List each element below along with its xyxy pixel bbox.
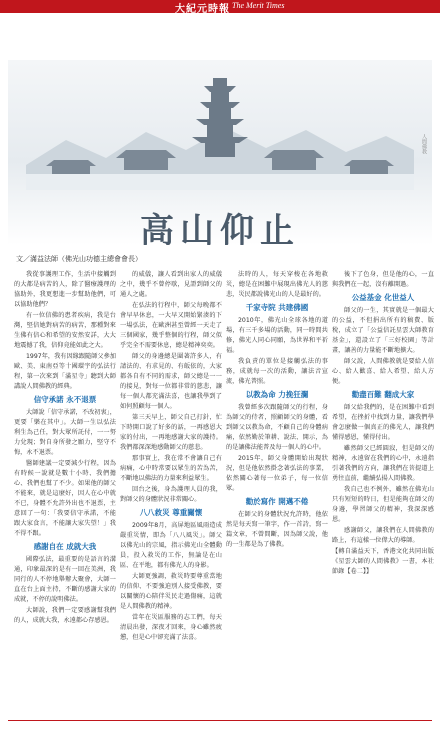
masthead-english-title: The Merit Times <box>232 1 285 10</box>
paragraph: 在師父的身體狀況允許時，他依然是每天寫一筆字，作一首詩，寫一篇文章，不曾間斷，因為師父說，他的一生都是為了佛教。 <box>226 511 328 548</box>
paragraph: 師父的一生，其實就是一個最大的公益，不但捐出所有的稿費、版稅，成立了「公益信託星雲大師教育基金」，還設立了「三好校園」等計畫，讓善的力量能不斷地擴大。 <box>332 307 434 354</box>
paragraph: 有一位信佛的患者疾病，我是台灣，堅信她對病苦的病苦，那種對來生佛有信心和希望的安然安詳，大大地震撼了我，信仰竟能如此之大。 <box>14 312 116 349</box>
source-note: 【轉自滿益天下，香港文化共同出版《星雲大師的人間佛教》一書，本社節錄【卷二】】 <box>332 548 434 575</box>
paragraph: 我自己也不例外，雖然在佛光山只有短短的時日，但是能夠在師父的身邊，學習師父的精神，我深深感恩。 <box>332 486 434 523</box>
paragraph: 1997年，我有因緣跟隨師父參加歐、美、東南亞等十國環宇的弘法行程，第一次來到「滿星寺」聽到大師講說人間佛教的經典。 <box>14 353 116 390</box>
paragraph: 師父給我們的，是在困難中看到希望，在挫折中找到力量，讓我們學會怎麼做一個真正的佛光人，讓我們懂得感恩，懂得付出。 <box>332 404 434 441</box>
paragraph: 回台之後，身為護理人員的我，對師父的身體狀況非常關心。 <box>120 486 222 503</box>
paragraph: 後下了色身，但是他的心，一直與我們在一起，沒有離開過。 <box>332 271 434 288</box>
subheading: 公益基金 化世益人 <box>351 293 415 302</box>
paragraph: 當年在災區服務的志工們，每天清晨出發，深夜才回來，身心雖然疲憊，但是心中卻充滿了法喜。 <box>120 614 222 641</box>
paragraph: 我負責的單位是接觸弘法的事務，成就每一次的活動，讓法音宣流，佛光普照。 <box>226 358 328 385</box>
photo-caption: 人間佛教 <box>421 134 427 154</box>
paragraph: 大師說「信守承諾，不改初衷」，更要「樂在其中」。大師一生以弘法利生為己任，對大眾所託付，一一努力兌現；對自身所發之願力，堅守不悔，永不退票。 <box>14 409 116 456</box>
paragraph: 第三天早上，師父自己打針，忙下時開口說了好多的話，一再感恩大家的付出，一再地感謝大家的護持。我們都深深地感動師父的慈悲。 <box>120 414 222 451</box>
paragraph: 國際弘法，最重要的是語言的溝通，印象最深的是有一回在美洲，我同行的人不停地舉辦大聚會，大師一直在台上面主持，不斷的感謝大家的成就，不停的說明佛法。 <box>14 556 116 603</box>
subheading: 勸盡百難 翻成大家 <box>351 390 415 399</box>
article-column-4 <box>332 270 434 578</box>
paragraph: 2015年，師父身體開始出現狀況，但是他依然掛念著弘法的事業，依然關心著每一位弟子，每一位信眾。 <box>226 455 328 492</box>
page-header <box>0 36 440 58</box>
paragraph: 我從事護理工作，生活中接觸到的大都是病苦的人，除了醫療護理的協助外，我更想進一步幫助他們，可以協助他們？ <box>14 271 116 308</box>
subheading: 感謝自在 成就大我 <box>33 542 97 551</box>
paragraph: 那事實上，我在常不會讓自己有病痛，心中時常要以眾生的苦為苦，不斷地以佛法的力量來利益眾生。 <box>120 455 222 482</box>
subheading: 勸於寫作 開邁不倦 <box>245 497 309 506</box>
masthead <box>0 0 440 16</box>
paragraph: 大師更強調，救災時要尊重當地的信仰、不要強迫別人接受佛教，要以關懷的心陪伴災民走過傷痛，這就是人間佛教的精神。 <box>120 573 222 610</box>
subheading: 千家寺院 共建佛國 <box>245 303 309 312</box>
pagoda-silhouette <box>26 70 414 190</box>
masthead-logo: 大紀元時報 <box>175 4 230 15</box>
paragraph: 的威儀，讓人看到出家人的威儀之中，幾乎不曾停歇，見證到師父的通人之處。 <box>120 271 222 298</box>
bottom-rule <box>8 720 432 721</box>
subheading: 以教為命 力挽狂瀾 <box>245 390 309 399</box>
headline: 高山仰止 <box>140 211 300 245</box>
paragraph: 雖然師父已經圓寂，但是師父的精神，永遠留在我們的心中，永遠指引著我們的方向，讓我們在菩提道上勇往直前，繼續弘揚人間佛教。 <box>332 445 434 482</box>
subheading: 八八救災 尊重關懷 <box>139 508 203 517</box>
paragraph: 師父的身邊總是圍著許多人，有請法的、有求見的、有皈依的，大家都各自有不同的需求，師父總是一一的接見，對每一位都非常的慈悲，讓每一個人都充滿法喜，也讓我學到了如何照顧每一個人。 <box>120 353 222 410</box>
paragraph: 師父說，人間佛教就是要給人信心、給人歡喜、給人希望、給人方便。 <box>332 358 434 385</box>
article-column-1 <box>14 270 116 627</box>
paragraph: 醫師建議一定要減少行程，因為有時候一說就是數十小時、我們擔心、我們也幫了不少。如果他的師父不能來，就是這麼好，因人在心中就不已，身體不允許外出也不退票，主意回了一句：「我要信守承諾，不能跟大家食言，不能讓大家失望！」我不得不跟。 <box>14 460 116 537</box>
paragraph: 大師說，我們一定要感謝幫我們的人，成就大我，永遠都心存感恩。 <box>14 607 116 624</box>
byline: 文／滿益法師（佛光山功德主總會會長） <box>16 255 142 263</box>
paragraph: 2010年，佛光山全球各地的道場，有三千多場的活動，同一時間共修，佛光人同心同願，為世界和平祈福。 <box>226 317 328 354</box>
paragraph: 在弘法的行程中，師父每晚都不會早早休息，一大早又開始緊湊的下一場弘法，在歐洲甚至曾經一天走了三個國家，幾乎整個的行程，師父似乎完全不需要休息，總是精神奕奕。 <box>120 302 222 349</box>
paragraph: 2009年8月，高屏地區風雨造成嚴重災情，即為「八八風災」。師父以佛光山的宗風，指示佛光山全體動員，投入救災的工作，無論是在山區、在平地，都有佛光人的身影。 <box>120 522 222 569</box>
paragraph: 法時的人，每天穿梭在各地救災，總是在困難中展現出佛光人的慈悲，災民都說佛光山的人是最好的。 <box>226 271 328 298</box>
hero-image <box>8 60 432 245</box>
article-column-3 <box>226 270 328 551</box>
subheading: 信守承諾 永不退票 <box>33 395 97 404</box>
paragraph: 感謝師父，讓我們在人間佛教的路上，有這樣一位偉大的導師。 <box>332 527 434 544</box>
article-column-2 <box>120 270 222 644</box>
paragraph: 我曾經多次跟隨師父的行程，身為師父的侍者，照顧師父的身體，看到師父以教為命，不顧自己的身體病痛，依然勤於筆耕、說法、開示，為的是讓佛法能普及每一個人的心中。 <box>226 404 328 451</box>
